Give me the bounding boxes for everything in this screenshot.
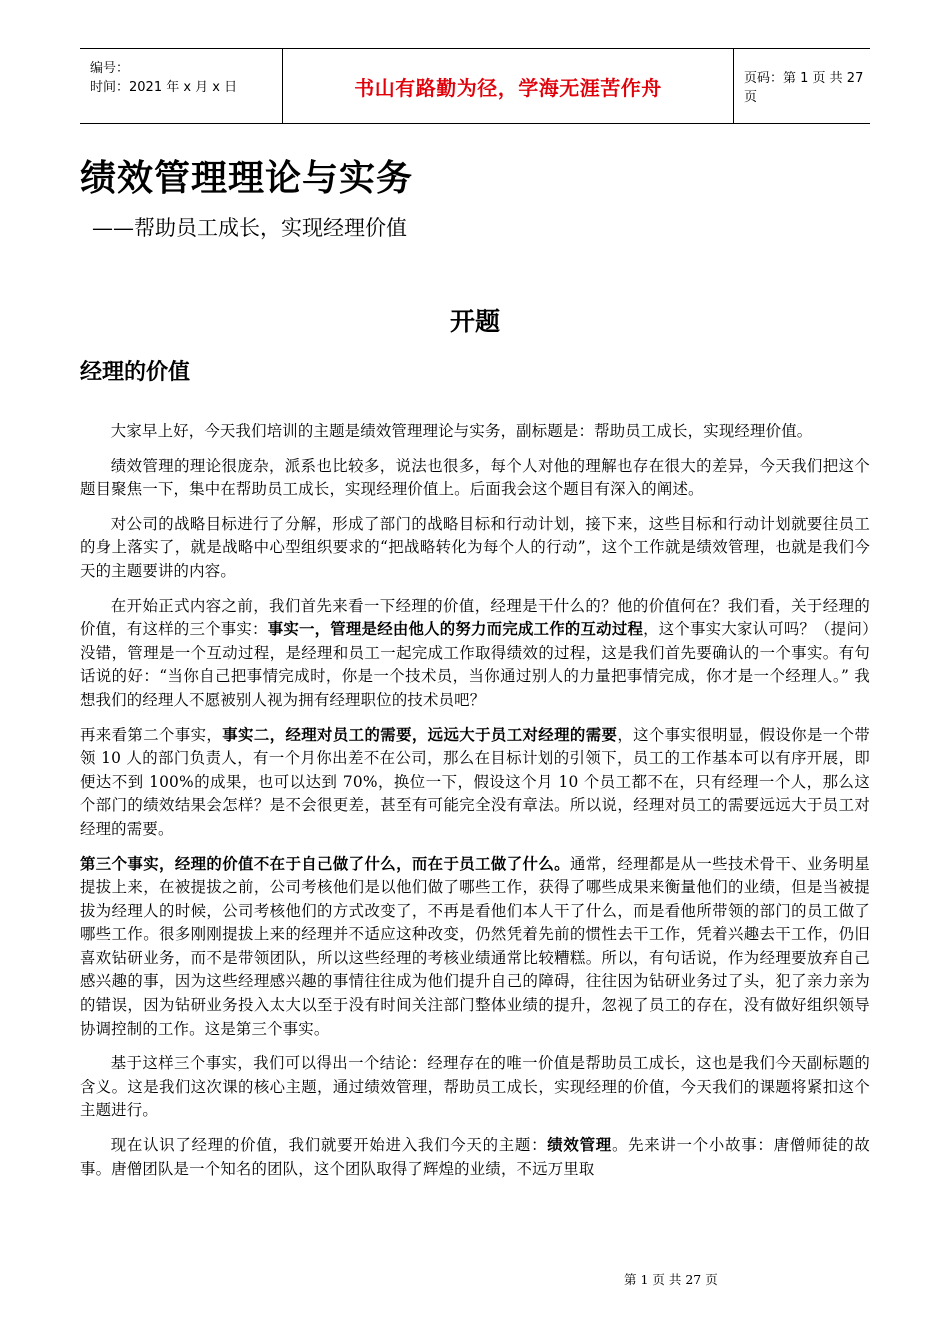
document-title: 绩效管理理论与实务 — [80, 158, 414, 199]
paragraph-text: 再来看第二个事实， — [80, 725, 223, 744]
paragraph — [80, 853, 870, 1042]
section-title: 开题 — [449, 307, 500, 336]
header-page-info: 页码：第 1 页 共 27 页 — [744, 71, 864, 105]
paragraph — [80, 1052, 870, 1123]
paragraph-text: ，这个事实很明显，假设你是一个带领 10 人的部门负责人，有一个月你出差不在公司，那么在目标计划的引领下，员工的工作基本可以有序开展，即便达不到 100%的成果，也可以达到 70%，换位一下，假设这个月 10 个员工都不在，只有经理一个人，那么这个部门的绩效结果会怎样？是不会很更差，甚至有可能完全没有章法。所以说，经理对员工的需要远远大于员工对经理的需要。 — [80, 725, 870, 838]
paragraph-text: 通常，经理都是从一些技术骨干、业务明星提拔上来，在被提拔之前，公司考核他们是以他们做了哪些工作，获得了哪些成果来衡量他们的业绩，但是当被提拔为经理人的时候，公司考核他们的方式改变了，不再是看他们本人干了什么，而是看他所带领的部门的员工做了哪些工作。很多刚刚提拔上来的经理并不适应这种改变，仍然凭着先前的惯性去干工作，凭着兴趣去干工作，仍旧喜欢钻研业务，而不是带领团队，所以这些经理的考核业绩通常比较糟糕。所以，有句话说，作为经理要放弃自己感兴趣的事，因为这些经理感兴趣的事情往往成为他们提升自己的障碍，往往因为钻研业务过了头，犯了亲力亲为的错误，因为钻研业务投入太大以至于没有时间关注部门整体业绩的提升，忽视了员工的存在，没有做好组织领导协调控制的工作。这是第三个事实。 — [80, 854, 870, 1038]
page-header — [80, 48, 870, 124]
paragraph — [80, 455, 870, 502]
number-label: 编号： — [90, 61, 130, 76]
paragraph-text: 绩效管理的理论很庞杂，派系也比较多，说法也很多，每个人对他的理解也存在很大的差异，今天我们把这个题目聚焦一下，集中在帮助员工成长，实现经理价值上。后面我会这个题目有深入的阐述。 — [80, 456, 870, 499]
paragraph — [80, 1134, 870, 1181]
paragraph-text: 基于这样三个事实，我们可以得出一个结论：经理存在的唯一价值是帮助员工成长，这也是我们今天副标题的含义。这是我们这次课的核心主题，通过绩效管理，帮助员工成长，实现经理的价值，今天我们的课题将紧扣这个主题进行。 — [80, 1054, 870, 1120]
paragraph-text: 大家早上好，今天我们培训的主题是绩效管理理论与实务，副标题是：帮助员工成长，实现经理价值。 — [110, 422, 813, 440]
paragraph-text: 现在认识了经理的价值，我们就要开始进入我们今天的主题： — [110, 1136, 548, 1155]
paragraph — [80, 420, 870, 444]
paragraph-text: 对公司的战略目标进行了分解，形成了部门的战略目标和行动计划，接下来，这些目标和行动计划就要往员工的身上落实了，就是战略中心型组织要求的“把战略转化为每个人的行动”，这个工作就是绩效管理，也就是我们今天的主题要讲的内容。 — [80, 514, 870, 580]
paragraph — [80, 595, 870, 713]
paragraph-text: 。先来讲一个小故事：唐僧师徒的故事。唐僧团队是一个知名的团队，这个团队取得了辉煌的业绩，不远万里取 — [80, 1136, 871, 1178]
header-motto: 书山有路勤为径，学海无涯苦作舟 — [282, 49, 734, 123]
document-body — [80, 420, 870, 1192]
paragraph-text: 在开始正式内容之前，我们首先来看一下经理的价值，经理是干什么的？他的价值何在？我们看，关于经理的价值，有这样的三个事实： — [80, 596, 870, 639]
subsection-title: 经理的价值 — [80, 360, 191, 385]
bold-fact: 第三个事实，经理的价值不在于自己做了什么，而在于员工做了什么。 — [80, 854, 570, 873]
paragraph — [80, 513, 870, 584]
document-subtitle: ——帮助员工成长，实现经理价值 — [92, 216, 407, 240]
time-label: 时间：2021 年 x 月 x 日 — [90, 80, 238, 95]
bold-term: 绩效管理 — [547, 1136, 612, 1155]
bold-fact: 事实二，经理对员工的需要，远远大于员工对经理的需要 — [222, 725, 618, 744]
page-footer: 第 1 页 共 27 页 — [624, 1272, 718, 1287]
header-meta — [80, 49, 282, 123]
paragraph-text: ，这个事实大家认可吗？（提问）没错，管理是一个互动过程，是经理和员工一起完成工作取得绩效的过程，这是我们首先要确认的一个事实。有句话说的好：“当你自己把事情完成时，你是一个技术员，当你通过别人的力量把事情完成，你才是一个经理人。” 我想我们的经理人不愿被别人视为拥有经理职位的技术员吧？ — [80, 620, 870, 709]
bold-fact: 事实一，管理是经由他人的努力而完成工作的互动过程 — [267, 620, 644, 639]
paragraph — [80, 724, 870, 842]
